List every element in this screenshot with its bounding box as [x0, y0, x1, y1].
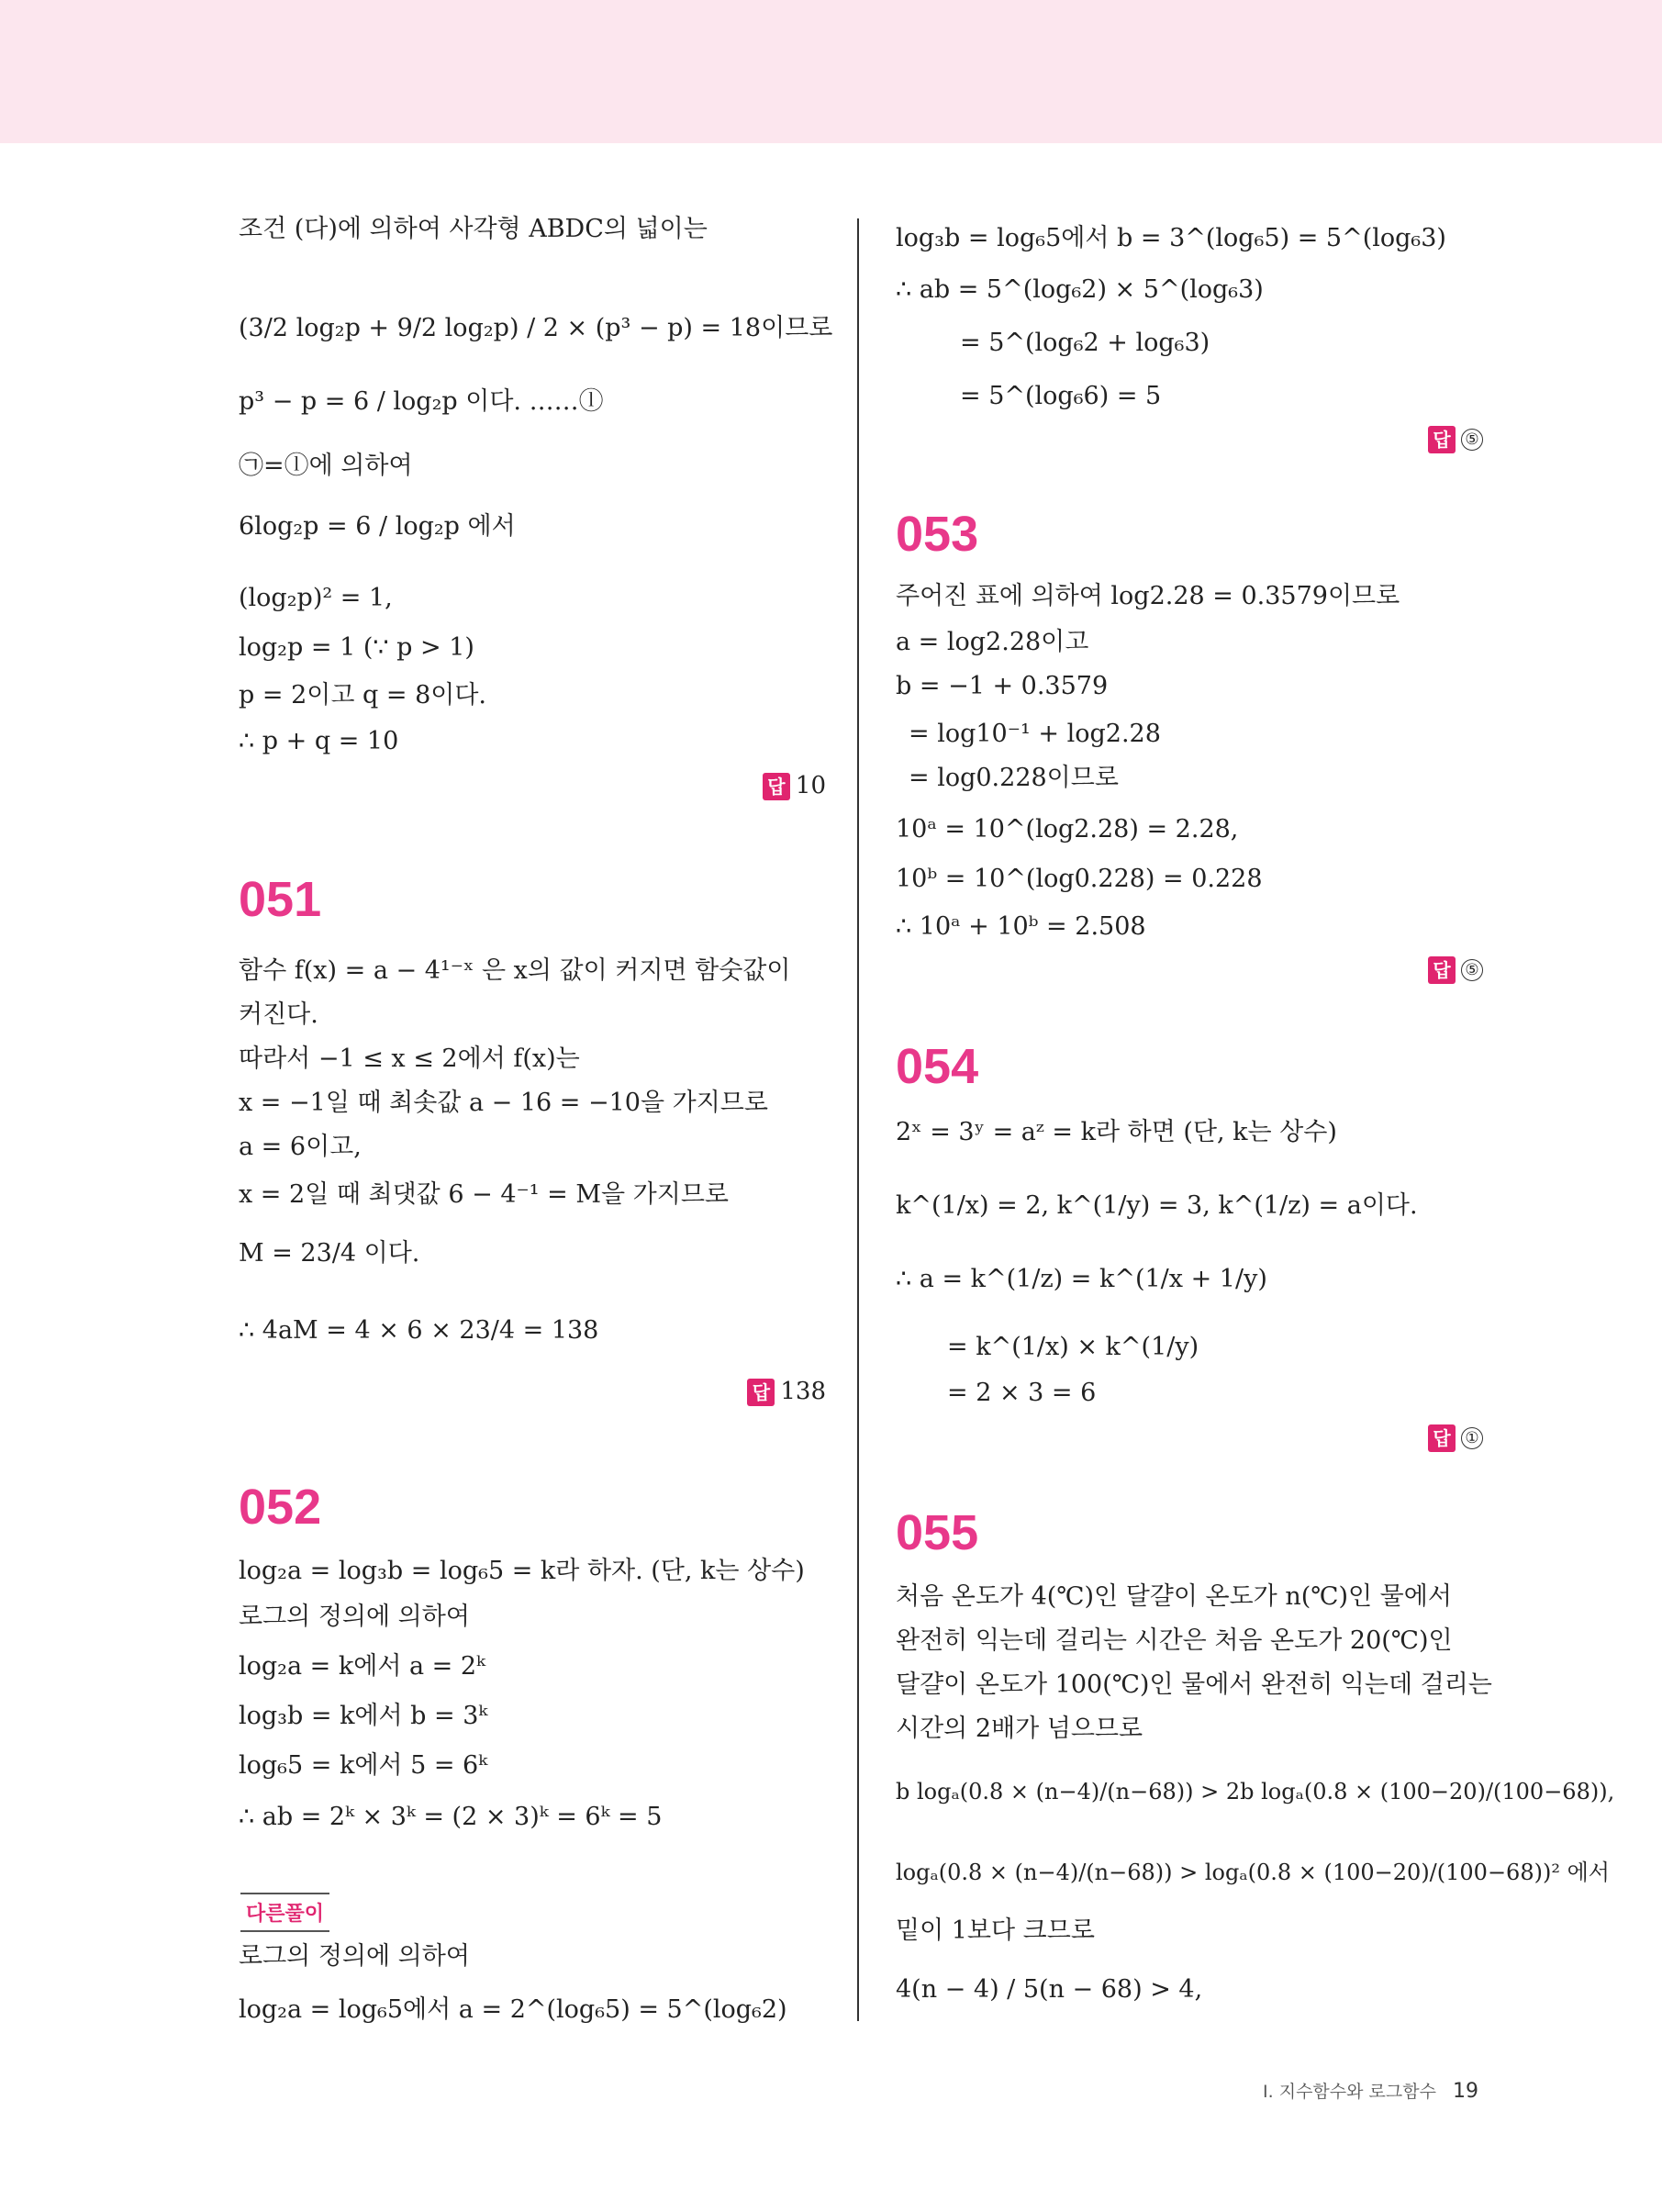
- text-line: 밑이 1보다 크므로: [896, 1916, 1095, 1945]
- answer-053: [1428, 955, 1483, 984]
- problem-number-051: 051: [239, 872, 322, 927]
- answer-value: ⑤: [1461, 429, 1483, 451]
- formula-line: log₃b = log₆5에서 b = 3^(log₆5) = 5^(log₆3): [896, 224, 1446, 252]
- formula-line: 2ˣ = 3ʸ = aᶻ = k라 하면 (단, k는 상수): [896, 1118, 1337, 1146]
- formula-line: (log₂p)² = 1,: [239, 584, 393, 612]
- formula-line: p = 2이고 q = 8이다.: [239, 681, 486, 709]
- formula-line: logₐ(0.8 × (n−4)/(n−68)) > logₐ(0.8 × (100−20)/(100−68))² 에서: [896, 1860, 1610, 1885]
- answer-052: [1428, 424, 1483, 453]
- page-number: 19: [1453, 2080, 1478, 2103]
- formula-line: log₂a = k에서 a = 2ᵏ: [239, 1652, 485, 1681]
- formula-line: a = log2.28이고: [896, 628, 1089, 656]
- answer-value: 10: [795, 772, 826, 799]
- answer-054: [1428, 1423, 1483, 1452]
- answer-badge: 답: [747, 1379, 775, 1406]
- answer-value: ⑤: [1461, 959, 1483, 981]
- answer-badge: 답: [1428, 956, 1456, 984]
- answer-050: [763, 771, 826, 800]
- formula-line: ∴ 4aM = 4 × 6 × 23/4 = 138: [239, 1316, 599, 1345]
- formula-line: (3/2 log₂p + 9/2 log₂p) / 2 × (p³ − p) = 18이므로: [239, 314, 833, 342]
- text-line: 조건 (다)에 의하여 사각형 ABDC의 넓이는: [239, 215, 708, 243]
- formula-line: = log10⁻¹ + log2.28: [909, 720, 1161, 748]
- formula-line: log₂a = log₆5에서 a = 2^(log₆5) = 5^(log₆2): [239, 1995, 787, 2024]
- formula-line: b = −1 + 0.3579: [896, 672, 1109, 700]
- text-line: ㉠=ⓛ에 의하여: [239, 452, 413, 480]
- problem-number-055: 055: [896, 1505, 979, 1560]
- text-line: 커진다.: [239, 1000, 318, 1029]
- answer-badge: 답: [1428, 426, 1456, 453]
- text-line: 주어진 표에 의하여 log2.28 = 0.3579이므로: [896, 582, 1400, 610]
- formula-line: = log0.228이므로: [909, 764, 1119, 792]
- answer-051: [747, 1377, 826, 1406]
- formula-line: = 5^(log₆2 + log₆3): [960, 329, 1210, 357]
- text-line: 달걀이 온도가 100(℃)인 물에서 완전히 익는데 걸리는: [896, 1670, 1492, 1699]
- formula-line: k^(1/x) = 2, k^(1/y) = 3, k^(1/z) = a이다.: [896, 1191, 1418, 1220]
- formula-line: = 5^(log₆6) = 5: [960, 382, 1162, 410]
- answer-badge: 답: [1428, 1424, 1456, 1452]
- formula-line: ∴ ab = 5^(log₆2) × 5^(log₆3): [896, 275, 1264, 304]
- alternative-solution-label: 다른풀이: [240, 1893, 329, 1932]
- text-line: 함수 f(x) = a − 4¹⁻ˣ 은 x의 값이 커지면 함숫값이: [239, 956, 791, 985]
- text-line: a = 6이고,: [239, 1133, 362, 1161]
- formula-line: 4(n − 4) / 5(n − 68) > 4,: [896, 1975, 1203, 2004]
- answer-value: ①: [1461, 1427, 1483, 1449]
- formula-line: 6log₂p = 6 / log₂p 에서: [239, 512, 516, 541]
- text-line: 시간의 2배가 넘으므로: [896, 1715, 1143, 1743]
- text-line: x = 2일 때 최댓값 6 − 4⁻¹ = M을 가지므로: [239, 1180, 729, 1209]
- formula-line: log₂p = 1 (∵ p > 1): [239, 633, 474, 662]
- page-footer: [1263, 2078, 1478, 2103]
- formula-line: 10ᵃ = 10^(log2.28) = 2.28,: [896, 815, 1239, 843]
- formula-line: ∴ p + q = 10: [239, 727, 399, 755]
- formula-line: b logₐ(0.8 × (n−4)/(n−68)) > 2b logₐ(0.8 × (100−20)/(100−68)),: [896, 1779, 1615, 1804]
- formula-line: log₂a = log₃b = log₆5 = k라 하자. (단, k는 상수): [239, 1557, 805, 1585]
- formula-line: = k^(1/x) × k^(1/y): [947, 1333, 1199, 1361]
- formula-line: M = 23/4 이다.: [239, 1239, 420, 1268]
- formula-line: log₆5 = k에서 5 = 6ᵏ: [239, 1751, 488, 1780]
- text-line: 로그의 정의에 의하여: [239, 1942, 470, 1971]
- formula-line: 10ᵇ = 10^(log0.228) = 0.228: [896, 865, 1263, 893]
- answer-badge: 답: [763, 773, 790, 800]
- formula-line: ∴ 10ᵃ + 10ᵇ = 2.508: [896, 912, 1146, 941]
- text-line: 처음 온도가 4(℃)인 달걀이 온도가 n(℃)인 물에서: [896, 1582, 1452, 1611]
- answer-value: 138: [780, 1378, 826, 1405]
- header-band: [0, 0, 1662, 143]
- formula-line: = 2 × 3 = 6: [947, 1379, 1097, 1407]
- formula-line: p³ − p = 6 / log₂p 이다. ……ⓛ: [239, 387, 604, 416]
- text-line: 로그의 정의에 의하여: [239, 1603, 470, 1631]
- text-line: 완전히 익는데 걸리는 시간은 처음 온도가 20(℃)인: [896, 1626, 1453, 1655]
- formula-line: ∴ ab = 2ᵏ × 3ᵏ = (2 × 3)ᵏ = 6ᵏ = 5: [239, 1803, 663, 1831]
- problem-number-052: 052: [239, 1480, 322, 1535]
- text-line: x = −1일 때 최솟값 a − 16 = −10을 가지므로: [239, 1089, 768, 1117]
- formula-line: log₃b = k에서 b = 3ᵏ: [239, 1702, 488, 1730]
- column-divider: [857, 218, 859, 2021]
- problem-number-054: 054: [896, 1039, 979, 1094]
- text-line: 따라서 −1 ≤ x ≤ 2에서 f(x)는: [239, 1045, 580, 1073]
- formula-line: ∴ a = k^(1/z) = k^(1/x + 1/y): [896, 1265, 1267, 1293]
- problem-number-053: 053: [896, 507, 979, 562]
- footer-section: I. 지수함수와 로그함수: [1263, 2082, 1436, 2102]
